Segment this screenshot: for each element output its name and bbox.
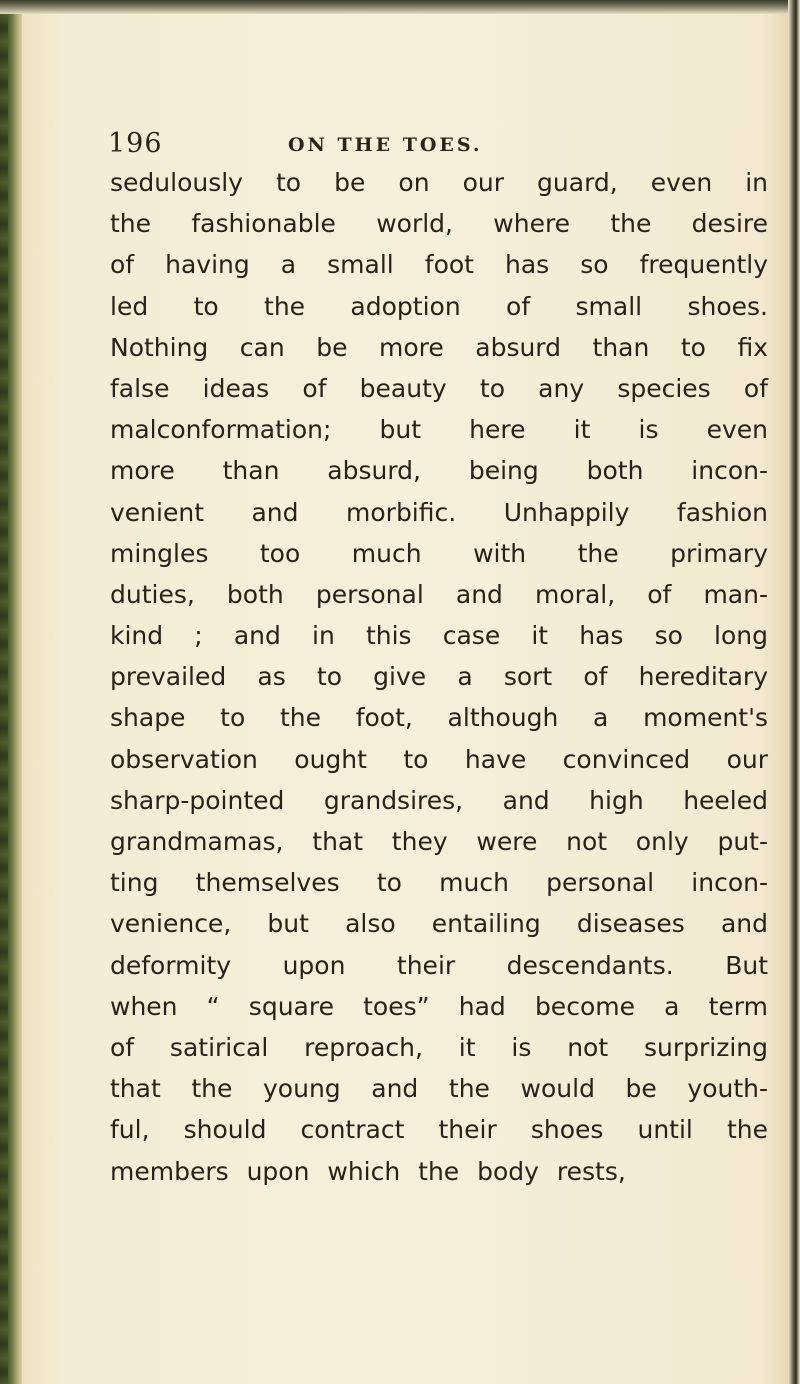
page-number: 196 <box>108 128 163 159</box>
body-text <box>110 162 768 1192</box>
text-line: led to the adoption of small shoes. <box>110 291 768 321</box>
text-line: of having a small foot has so frequently <box>110 250 768 280</box>
text-line: deformity upon their descendants. But <box>110 950 768 980</box>
running-head: ON THE TOES. <box>288 134 483 156</box>
text-line: false ideas of beauty to any species of <box>110 373 768 403</box>
text-line: sharp-pointed grandsires, and high heeled <box>110 785 768 815</box>
text-line: Nothing can be more absurd than to fix <box>110 332 768 362</box>
text-line: when “ square toes” had become a term <box>110 991 768 1021</box>
text-line: grandmamas, that they were not only put- <box>110 827 768 856</box>
text-line: venience, but also entailing diseases and <box>110 909 768 939</box>
text-line: of satirical reproach, it is not surprizing <box>110 1032 768 1062</box>
text-line: shape to the foot, although a moment's <box>110 703 768 733</box>
text-line: ting themselves to much personal incon- <box>110 868 768 898</box>
text-line: sedulously to be on our guard, even in <box>110 168 768 197</box>
text-line: ful, should contract their shoes until the <box>110 1115 768 1145</box>
text-line: duties, both personal and moral, of man- <box>110 579 768 609</box>
page-top-edge <box>0 0 800 14</box>
text-line: venient and morbific. Unhappily fashion <box>110 497 768 527</box>
text-line: that the young and the would be youth- <box>110 1074 768 1104</box>
text-line: malconformation; but here it is even <box>110 415 768 445</box>
text-line: kind ; and in this case it has so long <box>110 621 768 651</box>
text-line: the fashionable world, where the desire <box>110 209 768 239</box>
text-line: more than absurd, being both incon- <box>110 456 768 486</box>
binding-texture <box>0 0 8 1384</box>
text-line: observation ought to have convinced our <box>110 744 768 774</box>
text-line: prevailed as to give a sort of hereditary <box>110 662 768 692</box>
text-line: mingles too much with the primary <box>110 538 768 568</box>
page-right-edge <box>788 0 800 1384</box>
text-line-last: members upon which the body rests, <box>110 1156 626 1186</box>
